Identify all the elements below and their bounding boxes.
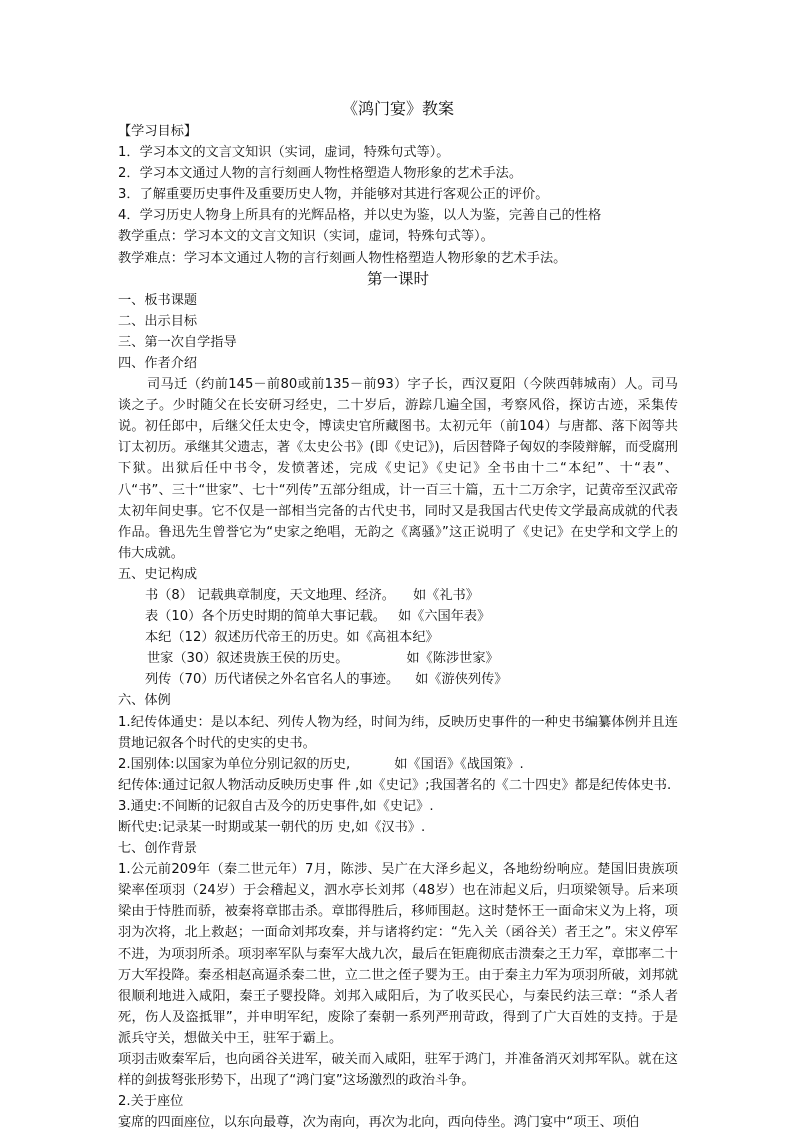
step-item: 一、板书课题 bbox=[118, 292, 198, 308]
objective-item: 1．学习本文的文言文知识（实词，虚词，特殊句式等）。 bbox=[118, 145, 450, 161]
step-item: 三、第一次自学指导 bbox=[118, 334, 237, 350]
composition-section bbox=[118, 564, 678, 691]
step-item: 二、出示目标 bbox=[118, 313, 198, 329]
composition-item-example: 如《礼书》 bbox=[412, 587, 479, 603]
styles-paragraph: 1.纪传体通史：是以本纪、列传人物为经，时间为纬，反映历史事件的一种史书编纂体例并且连贯地记叙各个时代的史实的史书。 bbox=[118, 714, 678, 751]
composition-item bbox=[118, 669, 678, 690]
composition-item-example: 如《游侠列传》 bbox=[415, 672, 508, 688]
document-title: 《鸿门宴》教案 bbox=[341, 99, 454, 118]
objectives-header: 【学习目标】 bbox=[118, 124, 198, 139]
composition-item-desc: 本纪（12）叙述历代帝王的历史。如《高祖本纪》 bbox=[145, 630, 439, 646]
composition-item-desc: 表（10）各个历史时期的简单大事记载。 bbox=[145, 609, 386, 625]
objectives-section bbox=[118, 121, 678, 269]
lesson-title: 第一课时 bbox=[366, 269, 429, 288]
styles-section bbox=[118, 690, 678, 838]
composition-item-desc: 列传（70）历代诸侯之外名官名人的事迹。 bbox=[145, 672, 400, 688]
composition-item-example: 如《六国年表》 bbox=[397, 609, 491, 625]
composition-item-desc: 世家（30）叙述贵族王侯的历史。 bbox=[147, 651, 349, 667]
seating-section bbox=[118, 1091, 678, 1133]
background-header: 七、创作背景 bbox=[118, 841, 198, 857]
author-intro: 司马迁（约前145－前80或前135－前93）字子长，西汉夏阳（今陕西韩城南）人。司马谈之子。少时随父在长安研习经史，二十岁后，游踪几遍全国，考察风俗，探访古迹，采集传说。初任郎中，后继父任太史令，博读史官所藏图书。太初元年（前104）与唐都、落下闳等共订太初历。承继其父遗志，著《太史公书》(即《史记》)，后因替降子匈奴的李陵辩解，而受腐刑下狱。出狱后任中书令，发愤著述，完成《史记》《史记》全书由十二“本纪”、十“表”、八“书”、三十“世家”、七十“列传”五部分组成，计一百三十篇，五十二万余字，记黄帝至汉武帝太初年间史事。它不仅是一部相当完备的古代史书，同时又是我国古代史传文学最高成就的代表作品。鲁迅先生曾誉它为“史家之绝唱，无韵之《离骚》”这正说明了《史记》在史学和文学上的伟大成就。 bbox=[118, 377, 678, 561]
objective-item: 2．学习本文通过人物的言行刻画人物性格塑造人物形象的艺术手法。 bbox=[118, 166, 523, 182]
styles-header: 六、体例 bbox=[118, 693, 171, 709]
step-item: 四、作者介绍 bbox=[118, 355, 198, 371]
seating-header: 2.关于座位 bbox=[118, 1094, 184, 1110]
composition-header: 五、史记构成 bbox=[118, 566, 198, 582]
difficulty: 教学难点：学习本文通过人物的言行刻画人物性格塑造人物形象的艺术手法。 bbox=[118, 250, 567, 266]
composition-item bbox=[118, 648, 678, 669]
styles-paragraph: 断代史:记录某一时期或某一朝代的历 史,如《汉书》. bbox=[118, 820, 426, 835]
composition-item bbox=[118, 606, 678, 627]
key-point: 教学重点：学习本文的文言文知识（实词，虚词，特殊句式等）。 bbox=[118, 229, 494, 245]
background-section bbox=[118, 838, 678, 1091]
objective-item: 3．了解重要历史事件及重要历史人物，并能够对其进行客观公正的评价。 bbox=[118, 187, 549, 203]
objective-item: 4．学习历史人物身上所具有的光辉品格，并以史为鉴，以人为鉴，完善自己的性格 bbox=[118, 208, 602, 224]
composition-item-example: 如《陈涉世家》 bbox=[406, 651, 499, 667]
styles-paragraph: 3.通史:不间断的记叙自古及今的历史事件,如《史记》. bbox=[118, 798, 434, 814]
seating-paragraph: 宴席的四面座位，以东向最尊，次为南向，再次为北向，西向侍坐。鸿门宴中“项王、项伯 bbox=[118, 1115, 640, 1131]
styles-paragraph: 纪传体:通过记叙人物活动反映历史事 件 ,如《史记》;我国著名的《二十四史》都是纪传体史书. bbox=[118, 777, 672, 793]
styles-country-example: 如《国语》《战国策》. bbox=[394, 756, 524, 772]
background-paragraph: 1.公元前209年（秦二世元年）7月，陈涉、吴广在大泽乡起义，各地纷纷响应。楚国旧贵族项梁率侄项羽（24岁）于会稽起义，泗水亭长刘邦（48岁）也在沛起义后，归项梁领导。后来项梁由于恃胜而骄，被秦将章邯击杀。章邯得胜后，移师围赵。这时楚怀王一面命宋义为上将，项羽为次将，北上救赵；一面命刘邦攻秦，并与诸将约定：“先入关（函谷关）者王之”。宋义停军不进，为项羽所杀。项羽率军队与秦军大战九次，最后在钜鹿彻底击溃秦之王力军，章邯率二十万大军投降。秦丞相赵高逼杀秦二世，立二世之侄子婴为王。由于秦主力军为项羽所破，刘邦就很顺利地进入咸阳，秦王子婴投降。刘邦入咸阳后，为了收买民心，与秦民约法三章：“杀人者死，伤人及盗抵罪”，并申明军纪，废除了秦朝一系列严刑苛政，得到了广大百姓的支持。于是派兵守关，想做关中王，驻军于霸上。 bbox=[118, 862, 678, 1046]
composition-item-desc: 书（8） 记载典章制度，天文地理、经济。 bbox=[145, 587, 395, 603]
steps-list bbox=[118, 290, 678, 374]
background-paragraph: 项羽击败秦军后，也向函谷关进军，破关而入咸阳，驻军于鸿门，并准备消灭刘邦军队。就在这样的剑拔弩张形势下，出现了“鸿门宴”这场激烈的政治斗争。 bbox=[118, 1052, 678, 1089]
styles-paragraph bbox=[118, 754, 678, 775]
document-page bbox=[118, 98, 678, 1133]
composition-item bbox=[118, 585, 678, 606]
styles-country-def: 2.国别体:以国家为单位分别记叙的历史, bbox=[118, 756, 351, 772]
composition-item bbox=[118, 627, 678, 648]
